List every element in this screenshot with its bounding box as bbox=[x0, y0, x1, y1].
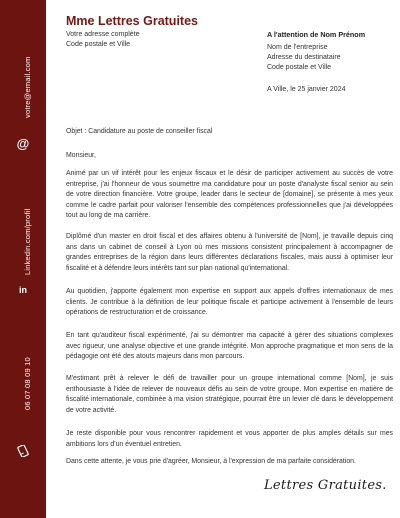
letter-greeting: Monsieur, bbox=[66, 152, 96, 159]
letter-paragraph: Au quotidien, j'apporte également mon expertise en support aux appels d'offres internationaux de mes clients. Je contribue à la définition de leur politique fiscale et participe activement à l'ensemble de leurs opérations de restructuration et de croissance. bbox=[66, 288, 393, 317]
sender-name: Mme Lettres Gratuites bbox=[66, 14, 198, 28]
letter-paragraph: En tant qu'auditeur fiscal expérimenté, j'ai su démontrer ma capacité à gérer des situations complexes avec rigueur, une analyse objective et une grande intégrité. Mon approche pragmatique et mon sens de la pédagogie ont été des atouts majeurs dans mon parcours. bbox=[66, 332, 393, 361]
at-sign-icon: @ bbox=[16, 135, 30, 151]
signature: Lettres Gratuites. bbox=[264, 478, 387, 493]
recipient-postal: Code postale et Ville bbox=[267, 64, 332, 71]
phone-icon bbox=[15, 443, 31, 459]
sidebar-phone-text: 06 07 08 09 10 bbox=[23, 357, 32, 410]
letter-date: A Ville, le 25 janvier 2024 bbox=[267, 86, 346, 93]
sender-address: Votre adresse complète bbox=[66, 31, 140, 38]
recipient-company: Nom de l'entreprise bbox=[267, 44, 328, 51]
sender-postal: Code postale et Ville bbox=[66, 41, 131, 48]
letter-paragraph: Animé par un vif intérêt pour les enjeux fiscaux et le désir de participer activement au succès de votre entreprise, j'ai l'honneur de vous soumettre ma candidature pour un poste d'analyste fiscal senior au sein de votre direction financière. Votre groupe, leader dans le secteur de [domaine], se présente à mes yeux comme le cadre parfait pour valoriser l'ensemble des compétences professionnelles que j'ai développées tout au long de ma carrière. bbox=[66, 170, 393, 220]
letter-subject: Objet : Candidature au poste de conseiller fiscal bbox=[66, 128, 213, 135]
letter-paragraph: Dans cette attente, je vous prie d'agréer, Monsieur, à l'expression de ma parfaite considération. bbox=[66, 458, 356, 465]
recipient-address: Adresse du destinataire bbox=[267, 54, 341, 61]
letter-paragraph: Je reste disponible pour vous rencontrer rapidement et vous apporter de plus amples détails sur mes ambitions lors d'un éventuel entretien. bbox=[66, 430, 393, 448]
letter-paragraph: Diplômé d'un master en droit fiscal et des affaires obtenu à l'université de [Nom], je travaille depuis cinq ans dans un cabinet de conseil à Lyon où mes missions consistent principalement à accompagner de grandes entreprises de la région dans leurs différentes déclarations fiscales, mais aussi à optimiser leur fiscalité et à défendre leurs intérêts tant sur plan national qu'international. bbox=[66, 233, 393, 272]
sidebar-email-text: votre@email.com bbox=[23, 56, 32, 118]
linkedin-icon: in bbox=[19, 285, 27, 295]
recipient-title: A l'attention de Nom Prénom bbox=[267, 30, 366, 39]
sidebar bbox=[0, 0, 46, 518]
letter-paragraph: M'estimant prêt à relever le défi de travailler pour un groupe international comme [Nom], je suis enthousiaste à l'idée de relever de nouveaux défis au sein de votre groupe. Mon expertise en matière de fiscalité internationale, combinée à ma vision stratégique, pourrait être un levier clé dans le développement de votre activité. bbox=[66, 375, 393, 414]
letter-page bbox=[46, 0, 400, 518]
sidebar-linkedin-text: Linkedin.com/profil bbox=[23, 208, 32, 275]
